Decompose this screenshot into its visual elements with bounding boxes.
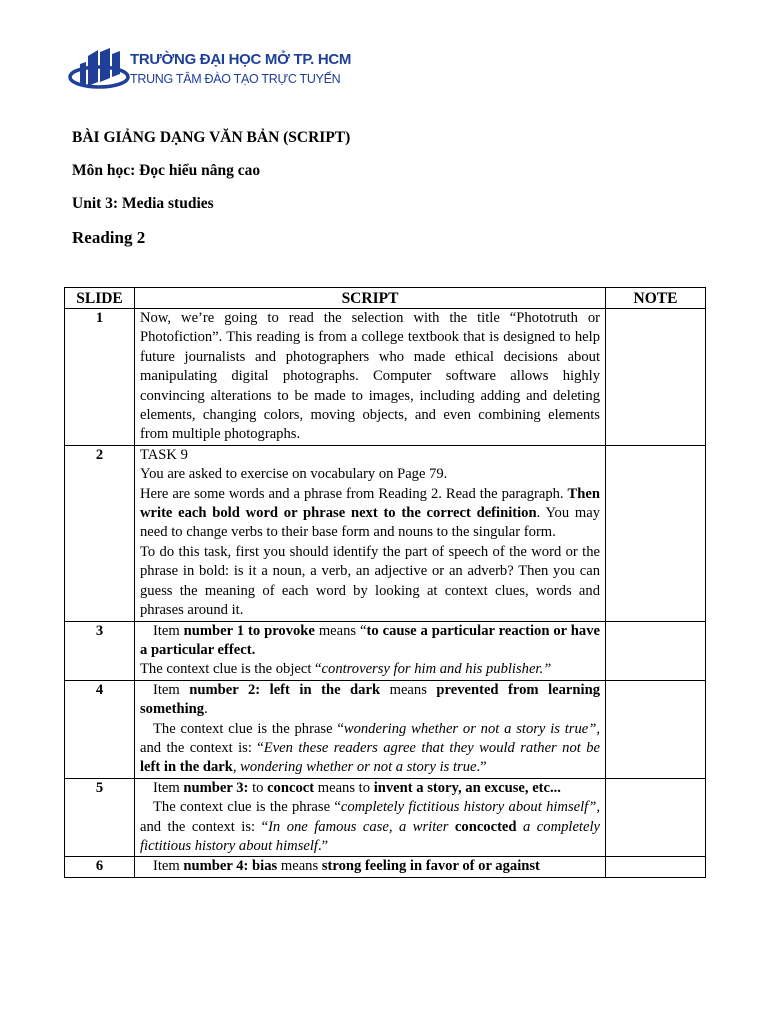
script-cell (135, 621, 606, 680)
note-cell (606, 445, 706, 621)
bold-run: prevented from learning something (140, 681, 600, 718)
bold-run: number 3: (183, 779, 249, 796)
script-paragraph: Now, we’re going to read the selection with the title “Phototruth or Photofiction”. This reading is from a college textbook that is designed to help future journalists and photographers who made ethical decisions about manipulating digital photographs. Computer software allows highly convincing alterations to be made to images, including adding and deleting elements, changing colors, moving objects, and even combining elements from multiple photographs. (140, 310, 600, 443)
note-cell (606, 857, 706, 877)
header-slide: SLIDE (65, 288, 135, 309)
italic-run: Even these readers agree that they would rather not be (263, 739, 600, 756)
table-row (65, 680, 706, 778)
script-cell (135, 778, 606, 857)
slide-number: 4 (65, 680, 135, 778)
header-script: SCRIPT (135, 288, 606, 309)
bold-run: left in the dark (140, 759, 233, 776)
bold-run: concoct (267, 779, 315, 796)
bold-run: number 4: bias (183, 858, 278, 875)
logo-center-name: TRUNG TÂM ĐÀO TẠO TRỰC TUYẾN (130, 72, 341, 86)
text-run: Here are some words and a phrase from Reading 2. Read the paragraph. (140, 485, 568, 502)
table-row (65, 857, 706, 877)
bold-run: invent a story, an excuse, etc... (373, 779, 561, 796)
text-run: .” (476, 759, 487, 776)
table-row (65, 445, 706, 621)
bold-run: number 2: left in the dark (189, 681, 381, 698)
text-run: means to (314, 779, 374, 796)
script-paragraph (140, 660, 600, 679)
script-paragraph (140, 857, 600, 876)
script-cell (135, 857, 606, 877)
script-paragraph: To do this task, first you should identify the part of speech of the word or the phrase in bold: is it a noun, a verb, an adjective or an adverb? Then you can guess the meaning of each word by looking at context clues, words and phrases around it. (140, 543, 600, 619)
text-run: to (248, 779, 268, 796)
text-run: and the context is: “ (140, 818, 269, 835)
reading-heading: Reading 2 (72, 228, 146, 247)
bold-run: Then write each bold word or phrase next to the correct definition (140, 485, 600, 522)
script-cell (135, 309, 606, 446)
note-cell (606, 621, 706, 680)
bold-run: strong feeling in favor of or against (321, 858, 540, 875)
italic-run: In one famous case, a writer (268, 818, 455, 835)
text-run: means (380, 681, 437, 698)
text-run: Item (153, 681, 190, 698)
script-paragraph (140, 779, 600, 798)
script-paragraph (140, 798, 600, 856)
table-row (65, 621, 706, 680)
slide-number: 2 (65, 445, 135, 621)
table-row (65, 309, 706, 446)
script-paragraph (140, 720, 600, 778)
document-title: BÀI GIẢNG DẠNG VĂN BẢN (SCRIPT) (72, 129, 351, 146)
university-logo-icon (68, 44, 130, 94)
script-cell (135, 445, 606, 621)
text-run: Item (153, 858, 184, 875)
script-paragraph (140, 681, 600, 720)
text-run: The context clue is the object “ (140, 661, 322, 678)
text-run: The context clue is the phrase “ (153, 720, 344, 737)
bold-run: concocted (454, 818, 517, 835)
italic-run: controversy for him and his publisher.” (321, 661, 552, 678)
text-run: . (204, 701, 208, 718)
logo (68, 44, 352, 96)
text-run: Item (153, 779, 184, 796)
slide-number: 5 (65, 778, 135, 857)
header-note: NOTE (606, 288, 706, 309)
text-run: .” (317, 837, 329, 854)
slide-number: 6 (65, 857, 135, 877)
script-paragraph: You are asked to exercise on vocabulary on Page 79. (140, 466, 448, 483)
table-header-row (65, 288, 706, 309)
unit-heading: Unit 3: Media studies (72, 195, 214, 212)
slide-number: 3 (65, 621, 135, 680)
logo-university-name: TRƯỜNG ĐẠI HỌC MỞ TP. HCM (130, 51, 352, 68)
italic-run: a completely fictitious history about himself (140, 818, 601, 854)
script-paragraph (140, 485, 600, 543)
note-cell (606, 309, 706, 446)
text-run: Item (153, 622, 184, 639)
bold-run: number 1 to provoke (183, 622, 315, 639)
text-run: The context clue is the phrase “ (153, 799, 341, 816)
text-run: means (277, 858, 322, 875)
italic-run: , wondering whether or not a story is true (232, 759, 477, 776)
subject-heading: Môn học: Đọc hiểu nâng cao (72, 162, 261, 179)
italic-run: wondering whether or not a story is true”, (343, 720, 600, 737)
text-run: . You may need to change verbs to their base form and nouns to the singular form. (140, 505, 600, 541)
text-run: means “ (314, 622, 367, 639)
note-cell (606, 680, 706, 778)
task-label: TASK 9 (140, 446, 188, 463)
table-row (65, 778, 706, 857)
script-paragraph (140, 622, 600, 661)
script-table (64, 287, 706, 878)
note-cell (606, 778, 706, 857)
bold-run: to cause a particular reaction or have a particular effect. (140, 622, 600, 658)
text-run: and the context is: “ (140, 739, 264, 756)
italic-run: completely fictitious history about himself”, (340, 799, 600, 816)
slide-number: 1 (65, 309, 135, 446)
script-cell (135, 680, 606, 778)
